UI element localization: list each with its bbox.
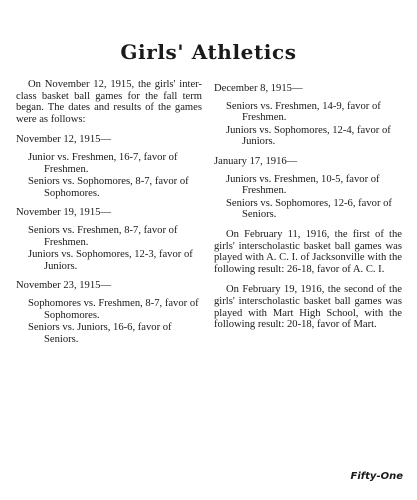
- game-group: [214, 156, 402, 221]
- game-date: November 23, 1915—: [16, 280, 112, 292]
- game-group: [16, 280, 202, 345]
- paragraph-feb11: On February 11, 1916, the first of the girls' interscholastic basket ball games was played with A. C. I. of Jacksonville with the following result: 26-18, favor of A. C. I.: [214, 228, 402, 275]
- game-result: Seniors vs. Sophomores, 8-7, favor of Sophomores.: [28, 176, 189, 199]
- game-date: November 12, 1915—: [16, 134, 112, 146]
- game-result: Seniors vs. Freshmen, 8-7, favor of Freshmen.: [28, 224, 178, 248]
- game-group: [214, 83, 402, 148]
- game-result: Junior vs. Freshmen, 16-7, favor of Freshmen.: [28, 151, 178, 175]
- game-date: January 17, 1916—: [214, 155, 298, 167]
- page-number: Fifty-One: [350, 471, 403, 482]
- intro-paragraph: On November 12, 1915, the girls' inter-class basket ball games for the fall term began. The dates and results of the games were as follows:: [16, 79, 202, 125]
- game-result: Juniors vs. Freshmen, 10-5, favor of Freshmen.: [226, 173, 380, 197]
- game-date: December 8, 1915—: [214, 83, 303, 94]
- game-result: Sophomores vs. Freshmen, 8-7, favor of Sophomores.: [28, 297, 199, 321]
- paragraph-feb19: On February 19, 1916, the second of the girls' interscholastic basket ball games was played with Mart High School, with the following result: 20-18, favor of Mart.: [214, 284, 402, 331]
- left-column: [16, 79, 202, 346]
- game-result: Seniors vs. Juniors, 16-6, favor of Seniors.: [28, 322, 172, 345]
- game-result: Juniors vs. Sophomores, 12-4, favor of Juniors.: [226, 124, 391, 148]
- right-column: [214, 83, 402, 340]
- page-title: Girls' Athletics: [120, 40, 297, 64]
- game-result: Juniors vs. Sophomores, 12-3, favor of Juniors.: [28, 249, 193, 272]
- game-group: [16, 207, 202, 272]
- game-result: Seniors vs. Freshmen, 14-9, favor of Freshmen.: [226, 100, 381, 124]
- game-date: November 19, 1915—: [16, 207, 112, 219]
- game-group: [16, 134, 202, 199]
- game-result: Seniors vs. Sophomores, 12-6, favor of Seniors.: [226, 197, 392, 221]
